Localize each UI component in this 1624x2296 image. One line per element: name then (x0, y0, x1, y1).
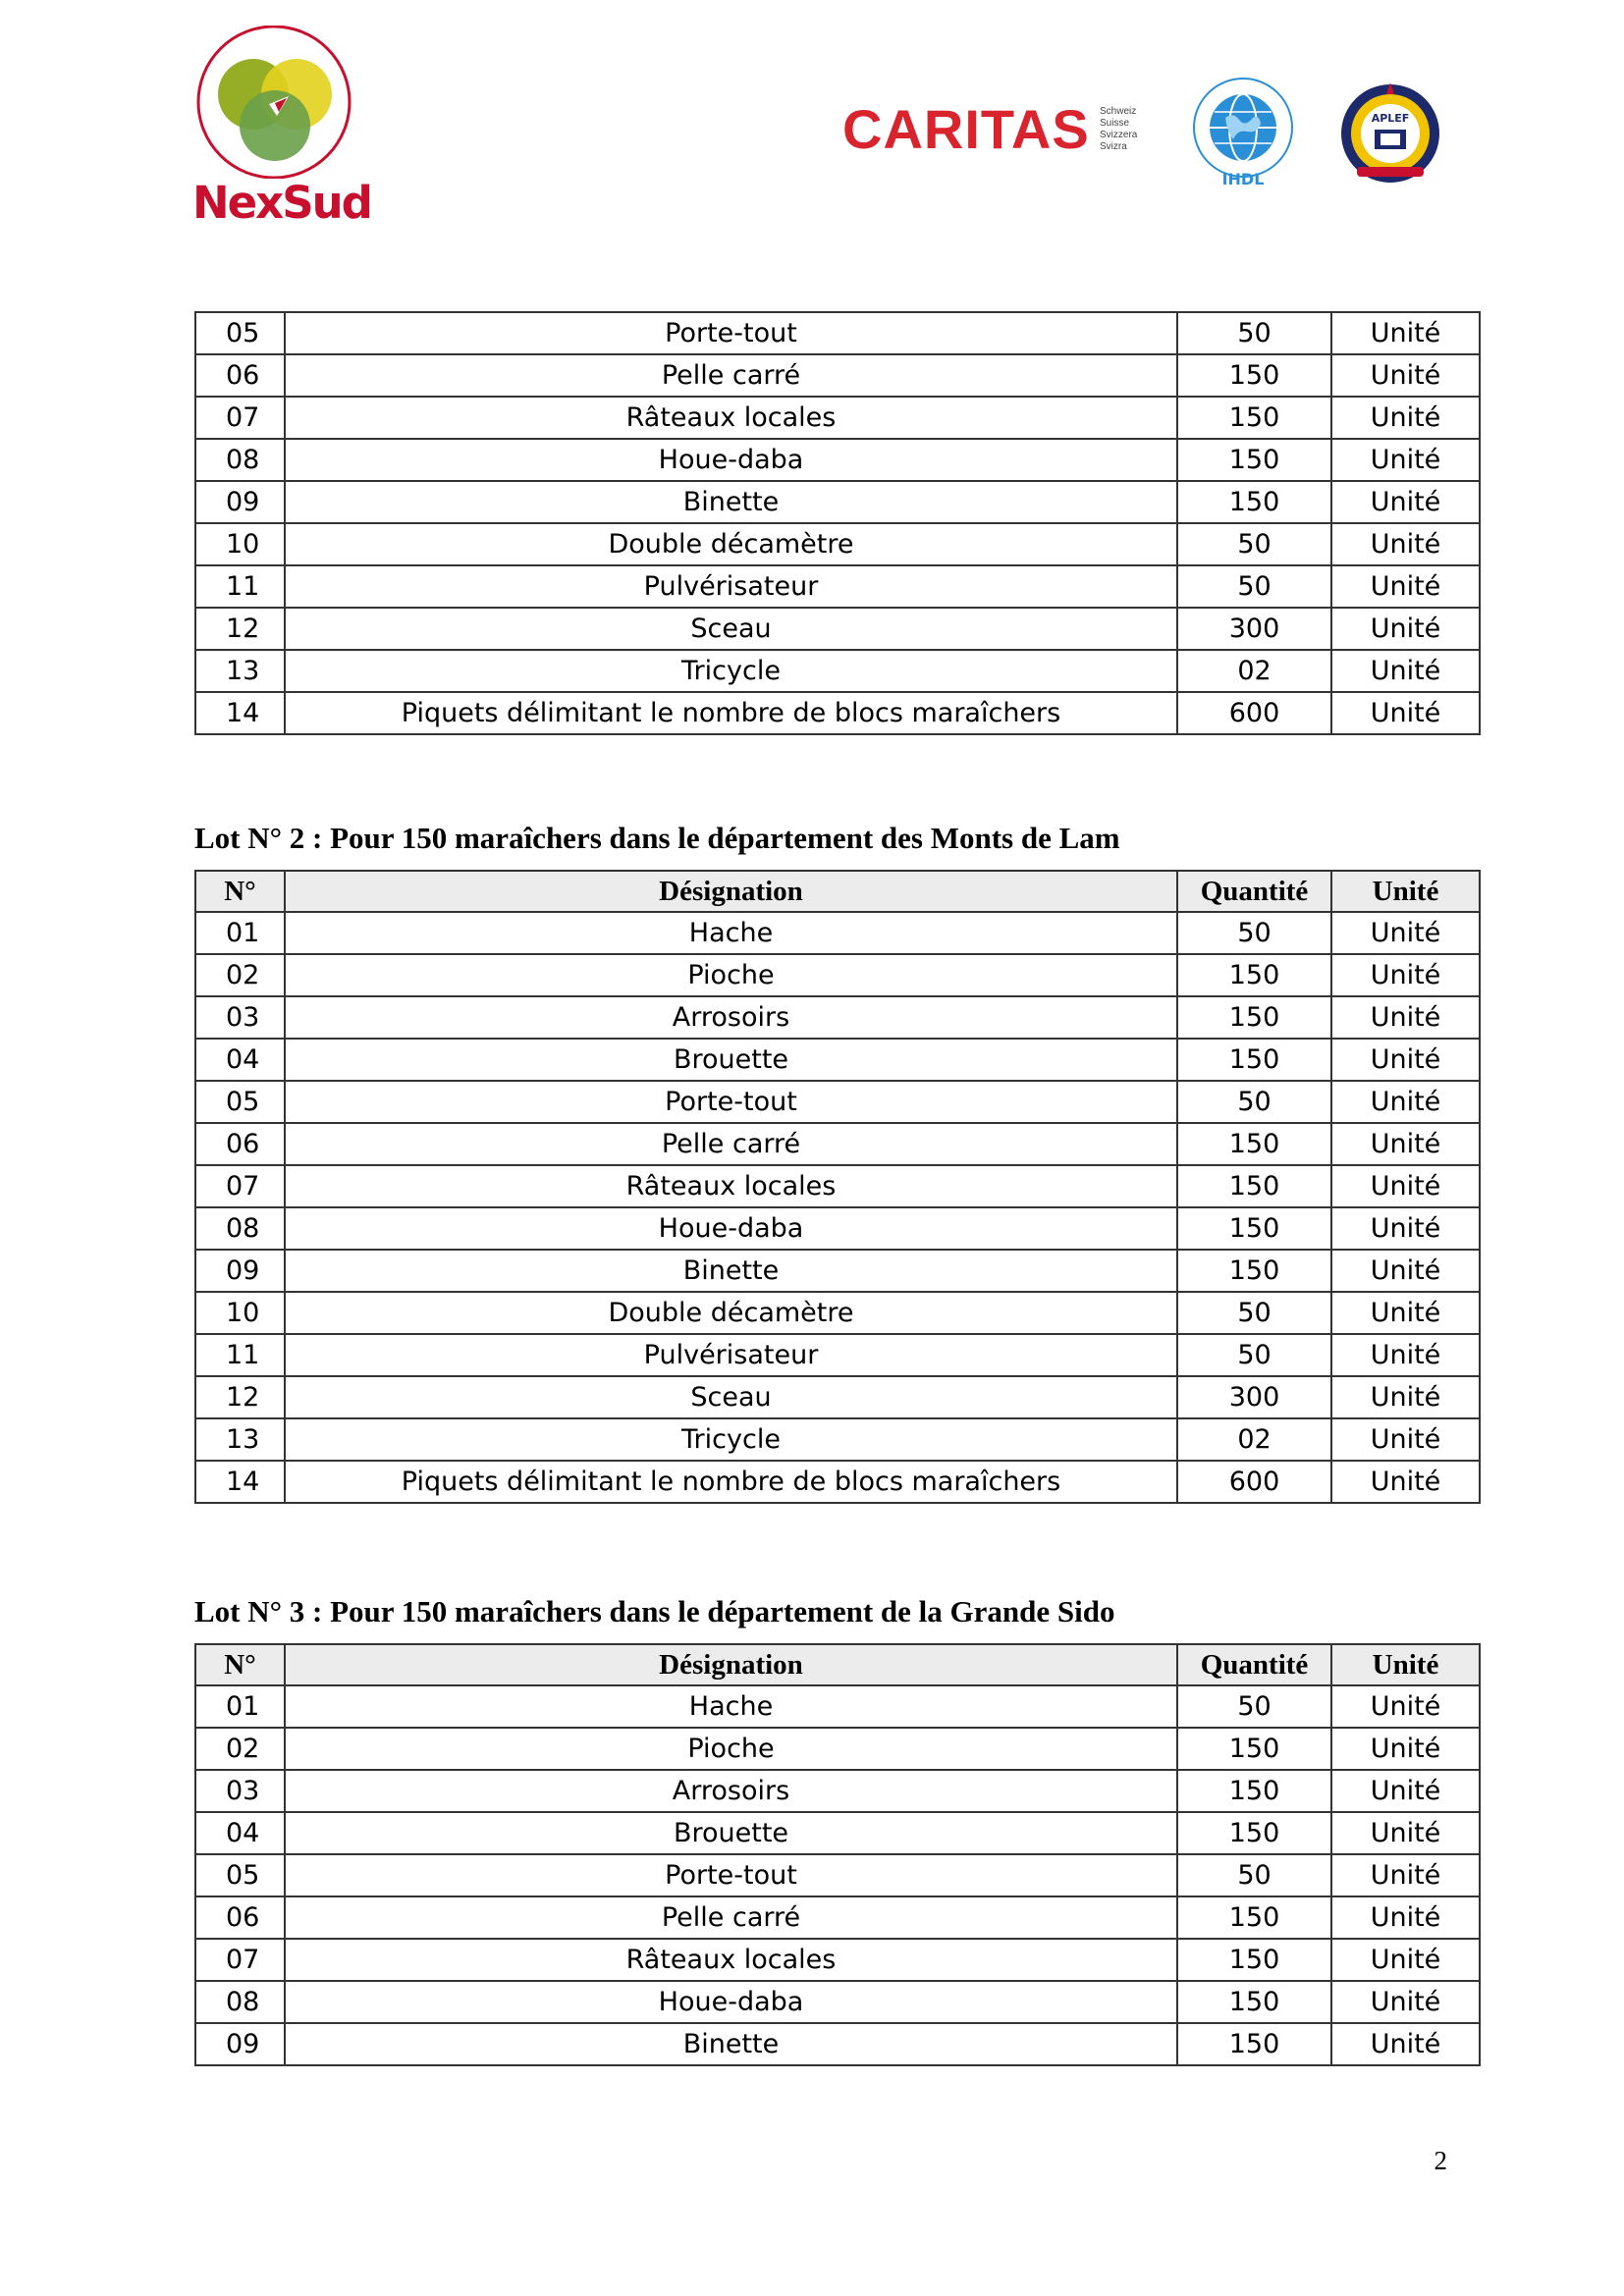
column-header-designation: Désignation (285, 1644, 1177, 1685)
column-header-quantity: Quantité (1177, 871, 1331, 912)
cell-num: 06 (195, 1123, 285, 1165)
cell-quantity: 150 (1177, 1770, 1331, 1812)
cell-unit: Unité (1331, 954, 1480, 996)
table-row (195, 996, 1480, 1039)
cell-num: 06 (195, 354, 285, 397)
cell-designation: Binette (285, 2023, 1177, 2065)
cell-quantity: 50 (1177, 312, 1331, 354)
cell-quantity: 150 (1177, 1896, 1331, 1939)
cell-unit: Unité (1331, 397, 1480, 439)
cell-quantity: 50 (1177, 1854, 1331, 1896)
nexsud-logo-text: NexSud (192, 177, 371, 229)
cell-unit: Unité (1331, 1981, 1480, 2023)
cell-quantity: 50 (1177, 1292, 1331, 1334)
cell-designation: Pioche (285, 1728, 1177, 1770)
column-header-quantity: Quantité (1177, 1644, 1331, 1685)
cell-num: 05 (195, 1081, 285, 1123)
cell-unit: Unité (1331, 1461, 1480, 1503)
cell-designation: Pioche (285, 954, 1177, 996)
cell-designation: Houe-daba (285, 1207, 1177, 1250)
cell-designation: Hache (285, 1685, 1177, 1728)
table-row (195, 565, 1480, 608)
table-row (195, 1770, 1480, 1812)
cell-num: 13 (195, 1418, 285, 1461)
cell-quantity: 150 (1177, 954, 1331, 996)
cell-num: 08 (195, 1981, 285, 2023)
table-row (195, 1981, 1480, 2023)
cell-unit: Unité (1331, 312, 1480, 354)
cell-quantity: 150 (1177, 1250, 1331, 1292)
column-header-unit: Unité (1331, 1644, 1480, 1685)
table-row (195, 1812, 1480, 1854)
cell-quantity: 50 (1177, 1081, 1331, 1123)
table-row (195, 1250, 1480, 1292)
cell-num: 07 (195, 397, 285, 439)
cell-num: 07 (195, 1939, 285, 1981)
column-header-unit: Unité (1331, 871, 1480, 912)
cell-designation: Arrosoirs (285, 996, 1177, 1039)
cell-num: 11 (195, 565, 285, 608)
cell-designation: Pelle carré (285, 1123, 1177, 1165)
table-row (195, 1461, 1480, 1503)
table-row (195, 650, 1480, 692)
cell-quantity: 150 (1177, 1123, 1331, 1165)
cell-designation: Sceau (285, 1376, 1177, 1418)
column-header-num: N° (195, 1644, 285, 1685)
cell-unit: Unité (1331, 1770, 1480, 1812)
cell-num: 02 (195, 1728, 285, 1770)
cell-quantity: 600 (1177, 692, 1331, 734)
table-row (195, 1081, 1480, 1123)
cell-unit: Unité (1331, 1250, 1480, 1292)
cell-designation: Porte-tout (285, 1081, 1177, 1123)
page-number: 2 (1434, 2146, 1447, 2175)
cell-unit: Unité (1331, 1207, 1480, 1250)
cell-quantity: 150 (1177, 1039, 1331, 1081)
cell-designation: Piquets délimitant le nombre de blocs maraîchers (285, 692, 1177, 734)
cell-quantity: 300 (1177, 608, 1331, 650)
cell-designation: Porte-tout (285, 312, 1177, 354)
cell-quantity: 150 (1177, 439, 1331, 481)
table-row (195, 1896, 1480, 1939)
cell-unit: Unité (1331, 1854, 1480, 1896)
cell-num: 11 (195, 1334, 285, 1376)
ihdl-logo (1190, 73, 1296, 188)
nexsud-logo (192, 26, 371, 236)
globe-icon (1190, 73, 1296, 188)
cell-unit: Unité (1331, 565, 1480, 608)
table-row (195, 397, 1480, 439)
cell-quantity: 150 (1177, 397, 1331, 439)
cell-num: 05 (195, 312, 285, 354)
cell-designation: Pulvérisateur (285, 565, 1177, 608)
cell-designation: Sceau (285, 608, 1177, 650)
table-row (195, 1334, 1480, 1376)
table-row (195, 1207, 1480, 1250)
cell-unit: Unité (1331, 1418, 1480, 1461)
cell-quantity: 150 (1177, 354, 1331, 397)
table-row (195, 354, 1480, 397)
cell-designation: Houe-daba (285, 1981, 1177, 2023)
cell-quantity: 02 (1177, 1418, 1331, 1461)
cell-num: 03 (195, 996, 285, 1039)
cell-unit: Unité (1331, 439, 1480, 481)
cell-num: 07 (195, 1165, 285, 1207)
table-row (195, 692, 1480, 734)
table-row (195, 954, 1480, 996)
cell-unit: Unité (1331, 354, 1480, 397)
cell-num: 12 (195, 1376, 285, 1418)
cell-designation: Binette (285, 1250, 1177, 1292)
cell-quantity: 50 (1177, 523, 1331, 565)
cell-num: 03 (195, 1770, 285, 1812)
cell-quantity: 600 (1177, 1461, 1331, 1503)
cell-designation: Râteaux locales (285, 1939, 1177, 1981)
cell-num: 02 (195, 954, 285, 996)
table-row (195, 1685, 1480, 1728)
cell-designation: Binette (285, 481, 1177, 523)
cell-designation: Brouette (285, 1039, 1177, 1081)
caritas-language: Suisse (1100, 118, 1130, 129)
cell-unit: Unité (1331, 1334, 1480, 1376)
table-row (195, 523, 1480, 565)
table-row (195, 1123, 1480, 1165)
cell-unit: Unité (1331, 1039, 1480, 1081)
cell-unit: Unité (1331, 1165, 1480, 1207)
cell-designation: Piquets délimitant le nombre de blocs maraîchers (285, 1461, 1177, 1503)
table-row (195, 1292, 1480, 1334)
cell-designation: Râteaux locales (285, 397, 1177, 439)
lot2-table (194, 870, 1481, 1504)
cell-designation: Pelle carré (285, 1896, 1177, 1939)
caritas-logo-text: CARITAS (842, 98, 1090, 160)
cell-unit: Unité (1331, 1123, 1480, 1165)
table-row (195, 1854, 1480, 1896)
column-header-num: N° (195, 871, 285, 912)
cell-unit: Unité (1331, 996, 1480, 1039)
column-header-designation: Désignation (285, 871, 1177, 912)
table-row (195, 2023, 1480, 2065)
cell-unit: Unité (1331, 1081, 1480, 1123)
cell-quantity: 50 (1177, 1334, 1331, 1376)
cell-num: 10 (195, 523, 285, 565)
cell-unit: Unité (1331, 481, 1480, 523)
caritas-language: Svizzera (1100, 130, 1138, 140)
lot3-title: Lot N° 3 : Pour 150 maraîchers dans le département de la Grande Sido (194, 1594, 1115, 1629)
cell-designation: Râteaux locales (285, 1165, 1177, 1207)
cell-quantity: 150 (1177, 1207, 1331, 1250)
cell-quantity: 50 (1177, 565, 1331, 608)
aplef-logo-text: APLEF (1371, 112, 1410, 125)
table-row (195, 608, 1480, 650)
cell-unit: Unité (1331, 1376, 1480, 1418)
cell-unit: Unité (1331, 1685, 1480, 1728)
cell-num: 09 (195, 2023, 285, 2065)
cell-num: 06 (195, 1896, 285, 1939)
table-header-row (195, 1644, 1480, 1685)
caritas-languages (1100, 106, 1159, 153)
table-row (195, 912, 1480, 954)
table-row (195, 1939, 1480, 1981)
lot3-table (194, 1643, 1481, 2066)
cell-designation: Brouette (285, 1812, 1177, 1854)
nexsud-emblem-icon (192, 26, 355, 179)
cell-quantity: 50 (1177, 1685, 1331, 1728)
cell-num: 09 (195, 1250, 285, 1292)
table-row (195, 312, 1480, 354)
cell-num: 05 (195, 1854, 285, 1896)
table-row (195, 1039, 1480, 1081)
cell-unit: Unité (1331, 650, 1480, 692)
cell-num: 08 (195, 439, 285, 481)
cell-designation: Double décamètre (285, 523, 1177, 565)
cell-designation: Hache (285, 912, 1177, 954)
cell-quantity: 150 (1177, 1939, 1331, 1981)
cell-quantity: 150 (1177, 1981, 1331, 2023)
cell-unit: Unité (1331, 1812, 1480, 1854)
cell-num: 04 (195, 1039, 285, 1081)
cell-quantity: 150 (1177, 1165, 1331, 1207)
cell-unit: Unité (1331, 692, 1480, 734)
caritas-language: Svizra (1100, 141, 1127, 152)
cell-unit: Unité (1331, 1728, 1480, 1770)
cell-quantity: 150 (1177, 1728, 1331, 1770)
cell-num: 14 (195, 1461, 285, 1503)
cell-quantity: 150 (1177, 2023, 1331, 2065)
cell-designation: Double décamètre (285, 1292, 1177, 1334)
cell-num: 10 (195, 1292, 285, 1334)
lot2-title: Lot N° 2 : Pour 150 maraîchers dans le département des Monts de Lam (194, 821, 1120, 855)
cell-num: 14 (195, 692, 285, 734)
lot1-table (194, 311, 1481, 735)
cell-num: 08 (195, 1207, 285, 1250)
cell-unit: Unité (1331, 912, 1480, 954)
cell-unit: Unité (1331, 523, 1480, 565)
cell-quantity: 300 (1177, 1376, 1331, 1418)
aplef-logo (1337, 77, 1443, 187)
table-row (195, 1376, 1480, 1418)
cell-quantity: 150 (1177, 481, 1331, 523)
cell-designation: Porte-tout (285, 1854, 1177, 1896)
cell-designation: Pelle carré (285, 354, 1177, 397)
cell-num: 04 (195, 1812, 285, 1854)
table-header-row (195, 871, 1480, 912)
cell-quantity: 50 (1177, 912, 1331, 954)
cell-unit: Unité (1331, 2023, 1480, 2065)
cell-designation: Tricycle (285, 1418, 1177, 1461)
cell-unit: Unité (1331, 1292, 1480, 1334)
cell-designation: Tricycle (285, 650, 1177, 692)
cell-num: 09 (195, 481, 285, 523)
caritas-language: Schweiz (1100, 106, 1137, 117)
cell-unit: Unité (1331, 608, 1480, 650)
cell-unit: Unité (1331, 1939, 1480, 1981)
cell-quantity: 150 (1177, 996, 1331, 1039)
ihdl-logo-text: IHDL (1221, 170, 1265, 188)
aplef-emblem-icon (1337, 77, 1443, 187)
table-row (195, 1165, 1480, 1207)
cell-designation: Houe-daba (285, 439, 1177, 481)
table-row (195, 439, 1480, 481)
cell-num: 01 (195, 912, 285, 954)
cell-quantity: 02 (1177, 650, 1331, 692)
cell-designation: Pulvérisateur (285, 1334, 1177, 1376)
table-row (195, 1728, 1480, 1770)
cell-num: 13 (195, 650, 285, 692)
cell-unit: Unité (1331, 1896, 1480, 1939)
cell-designation: Arrosoirs (285, 1770, 1177, 1812)
cell-quantity: 150 (1177, 1812, 1331, 1854)
table-row (195, 1418, 1480, 1461)
cell-num: 01 (195, 1685, 285, 1728)
cell-num: 12 (195, 608, 285, 650)
table-row (195, 481, 1480, 523)
